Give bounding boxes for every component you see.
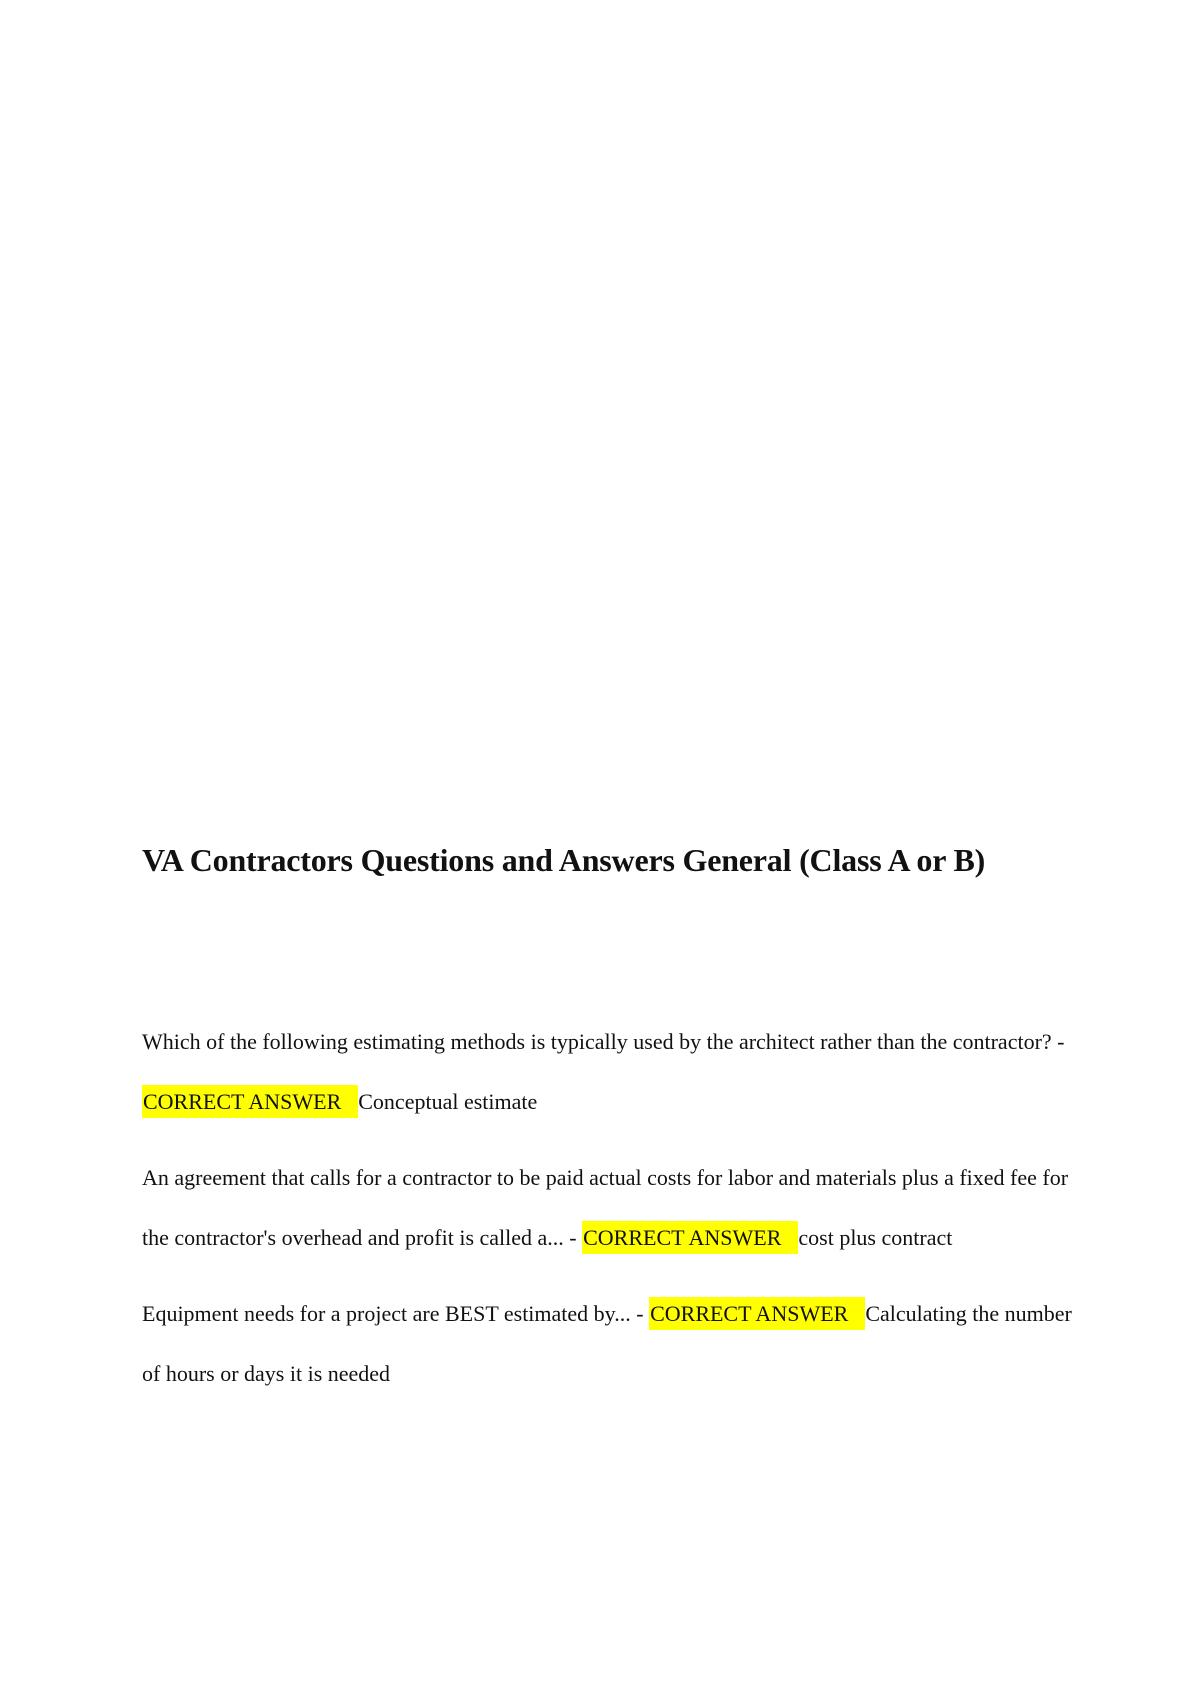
qa-item xyxy=(142,1012,1082,1132)
correct-answer-label: CORRECT ANSWER xyxy=(649,1297,865,1330)
answer-text: cost plus contract xyxy=(798,1225,953,1250)
page-title: VA Contractors Questions and Answers General (Class A or B) xyxy=(142,842,986,878)
correct-answer-label: CORRECT ANSWER xyxy=(142,1085,358,1118)
qa-item xyxy=(142,1284,1082,1404)
question-text: Which of the following estimating methods is typically used by the architect rather than the contractor? - xyxy=(142,1029,1065,1054)
correct-answer-label: CORRECT ANSWER xyxy=(582,1221,798,1254)
answer-text: Calculating the number of hours or days it is needed xyxy=(142,1301,1072,1386)
answer-text: Conceptual estimate xyxy=(358,1089,538,1114)
question-text: An agreement that calls for a contractor to be paid actual costs for labor and materials plus a fixed fee for the contractor's overhead and profit is called a... - xyxy=(142,1165,1069,1250)
question-text: Equipment needs for a project are BEST estimated by... - xyxy=(142,1301,650,1326)
qa-list xyxy=(142,1012,1082,1420)
qa-item xyxy=(142,1148,1082,1268)
